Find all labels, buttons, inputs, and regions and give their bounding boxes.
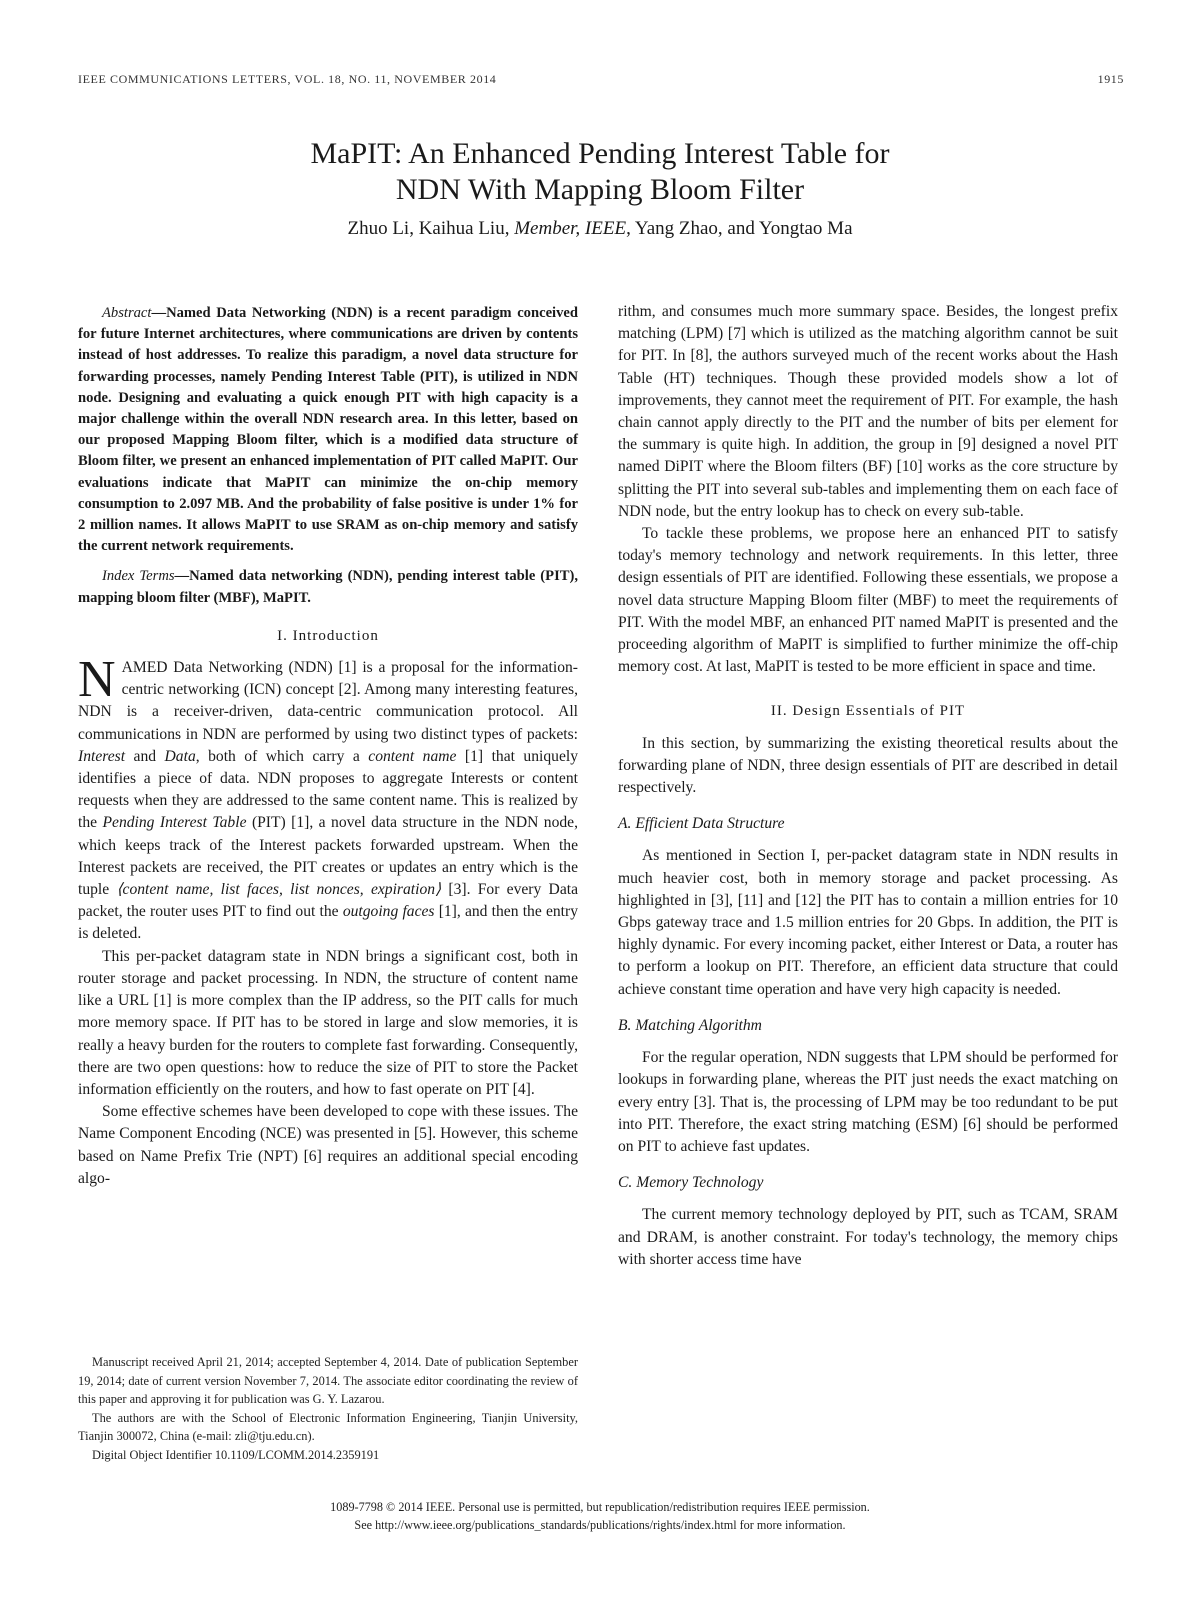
subsection-a-heading: A. Efficient Data Structure bbox=[618, 815, 785, 833]
footnote-doi: Digital Object Identifier 10.1109/LCOMM.2014.2359191 bbox=[92, 1447, 380, 1462]
section-2-heading: II. Design Essentials of PIT bbox=[770, 703, 966, 720]
intro-text-d: (PIT) [1], a novel data structure in the NDN node, which keeps track of the Interest packets forwarded upstream. When the Interest packets are received, the PIT creates or updates an entry which is the tuple bbox=[78, 814, 579, 899]
abstract bbox=[78, 303, 578, 557]
footnote bbox=[78, 1353, 578, 1465]
authors-member: Member, IEEE bbox=[514, 218, 627, 239]
authors-part-1: Zhuo Li, Kaihua Liu, bbox=[347, 218, 515, 239]
title-line-2: NDN With Mapping Bloom Filter bbox=[395, 173, 805, 206]
copyright-line-1: 1089-7798 © 2014 IEEE. Personal use is permitted, but republication/redistribution requires IEEE permission. bbox=[330, 1500, 870, 1514]
intro-tuple: ⟨content name, list faces, list nonces, expiration⟩ bbox=[116, 881, 442, 899]
drop-cap: N bbox=[78, 651, 116, 709]
paper-title bbox=[0, 136, 1200, 208]
copyright-line-2: See http://www.ieee.org/publications_standards/publications/rights/index.html for more information. bbox=[354, 1518, 846, 1532]
intro-paragraph-2: This per-packet datagram state in NDN brings a significant cost, both in router storage and packet processing. In NDN, the structure of content name like a URL [1] is more complex than the IP address, so the PIT calls for much more memory space. If PIT has to be stored in large and slow memories, it is really a heavy burden for the routers to complete fast forwarding. Consequently, there are two open questions: how to reduce the size of PIT to store the Packet information efficiently on the routers, and how to fast operate on PIT [4]. bbox=[78, 947, 578, 1098]
intro-paragraph-1 bbox=[78, 651, 579, 946]
subsection-a-text: As mentioned in Section I, per-packet datagram state in NDN results in much heavier cost, both in memory storage and packet processing. As highlighted in [3], [11] and [12] the PIT has to contain a million entries for 10 Gbps gateway trace and 1.5 million entries for 20 Gbps. In addition, the PIT is highly dynamic. For every incoming packet, either Interest or Data, a router has to perform a lookup on PIT. Therefore, an efficient data structure that could achieve constant time operation and have very high capacity is needed. bbox=[618, 847, 1118, 998]
intro-text-f: [1], and then the entry is deleted. bbox=[78, 903, 579, 943]
intro-data: Data bbox=[164, 747, 196, 765]
index-terms bbox=[78, 566, 578, 608]
right-paragraph-2: To tackle these problems, we propose here an enhanced PIT to satisfy today's memory technology and network requirements. In this letter, three design essentials of PIT are identified. Following these essentials, we propose a novel data structure Mapping Bloom filter (MBF) to meet the requirements of PIT. With the model MBF, an enhanced PIT named MaPIT is presented and the proceeding algorithm of MaPIT is simplified to further minimize the off-chip memory cost. At last, MaPIT is tested to be more efficient in space and time. bbox=[618, 525, 1118, 676]
intro-paragraph-3: Some effective schemes have been developed to cope with these issues. The Name Component Encoding (NCE) was presented in [5]. However, this scheme based on Name Prefix Trie (NPT) [6] requires an additional special encoding algo- bbox=[78, 1103, 578, 1187]
copyright-notice bbox=[0, 1498, 1200, 1534]
intro-content-name: content name bbox=[368, 747, 457, 765]
journal-info: IEEE COMMUNICATIONS LETTERS, VOL. 18, NO. 11, NOVEMBER 2014 bbox=[78, 72, 497, 86]
page-number: 1915 bbox=[1097, 72, 1124, 86]
intro-text-e: [3]. For every Data packet, the router uses PIT to find out the bbox=[78, 881, 578, 921]
intro-and: and bbox=[125, 747, 165, 765]
section-2-intro: In this section, by summarizing the existing theoretical results about the forwarding plane of NDN, three design essentials of PIT are described in detail respectively. bbox=[618, 734, 1118, 797]
index-terms-lead: Index Terms bbox=[102, 568, 175, 585]
author-list bbox=[0, 218, 1200, 240]
abstract-text: —Named Data Networking (NDN) is a recent paradigm conceived for future Internet architectures, where communications are driven by contents instead of host addresses. To realize this paradigm, a novel data structure for forwarding processes, namely Pending Interest Table (PIT), is utilized in NDN node. Designing and evaluating a quick enough PIT with high capacity is a major challenge within the overall NDN research area. In this letter, based on our proposed Mapping Bloom filter, which is a modified data structure of Bloom filter, we present an enhanced implementation of PIT called MaPIT. Our evaluations indicate that MaPIT can minimize the on-chip memory consumption to 2.097 MB. And the probability of false positive is under 1% for 2 million names. It allows MaPIT to use SRAM as on-chip memory and satisfy the current network requirements. bbox=[78, 305, 578, 555]
right-paragraph-1: rithm, and consumes much more summary space. Besides, the longest prefix matching (LPM) [7] which is utilized as the matching algorithm cannot be suit for PIT. In [8], the authors surveyed much of the recent works about the Hash Table (HT) techniques. Though these provided models show a lot of improvements, they cannot meet the requirement of PIT. For example, the hash chain cannot apply directly to the PIT and the number of bits per element for the summary is quite high. In addition, the group in [9] designed a novel PIT named DiPIT where the Bloom filters (BF) [10] works as the core structure by splitting the PIT into several sub-tables and implementing them on each face of NDN node, but the entry lookup has to check on every sub-table. bbox=[618, 303, 1118, 520]
intro-interest: Interest bbox=[78, 747, 126, 765]
subsection-c-text: The current memory technology deployed by PIT, such as TCAM, SRAM and DRAM, is another constraint. For today's technology, the memory chips with shorter access time have bbox=[618, 1206, 1118, 1268]
footnote-affiliation: The authors are with the School of Electronic Information Engineering, Tianjin University, Tianjin 300072, China (e-mail: zli@tju.edu.cn). bbox=[78, 1410, 578, 1444]
section-1-heading: I. Introduction bbox=[277, 627, 379, 644]
intro-text-b: , both of which carry a bbox=[195, 747, 369, 765]
subsection-c-heading: C. Memory Technology bbox=[618, 1174, 764, 1192]
abstract-lead: Abstract bbox=[102, 305, 152, 321]
index-terms-text: —Named data networking (NDN), pending interest table (PIT), mapping bloom filter (MBF), MaPIT. bbox=[78, 568, 578, 606]
running-header bbox=[78, 72, 1124, 87]
subsection-b-heading: B. Matching Algorithm bbox=[618, 1016, 762, 1034]
right-column bbox=[618, 301, 1118, 1271]
subsection-b-text: For the regular operation, NDN suggests that LPM should be performed for lookups in forwarding plane, whereas the PIT just needs the exact matching on every entry [3]. That is, the processing of LPM may be too redundant to be put into PIT. Therefore, the exact string matching (ESM) [6] should be performed on PIT to achieve fast updates. bbox=[618, 1049, 1118, 1155]
title-line-1: MaPIT: An Enhanced Pending Interest Table for bbox=[310, 137, 890, 170]
intro-pit-name: Pending Interest Table bbox=[102, 814, 247, 832]
footnote-manuscript: Manuscript received April 21, 2014; accepted September 4, 2014. Date of publication September 19, 2014; date of current version November 7, 2014. The associate editor coordinating the review of this paper and approving it for publication was G. Y. Lazarou. bbox=[78, 1355, 578, 1407]
authors-part-2: , Yang Zhao, and Yongtao Ma bbox=[626, 218, 853, 239]
left-column bbox=[78, 303, 578, 1190]
intro-outgoing-faces: outgoing faces bbox=[342, 903, 435, 921]
intro-text-a: AMED Data Networking (NDN) [1] is a proposal for the information-centric networking (ICN) concept [2]. Among many interesting features, NDN is a receiver-driven, data-centric communication protocol. All communications in NDN are performed by using two distinct types of packets: bbox=[78, 659, 578, 743]
intro-text-c: [1] that uniquely identifies a piece of data. NDN proposes to aggregate Interests or content requests when they are addressed to the same content name. This is realized by the bbox=[78, 747, 579, 832]
